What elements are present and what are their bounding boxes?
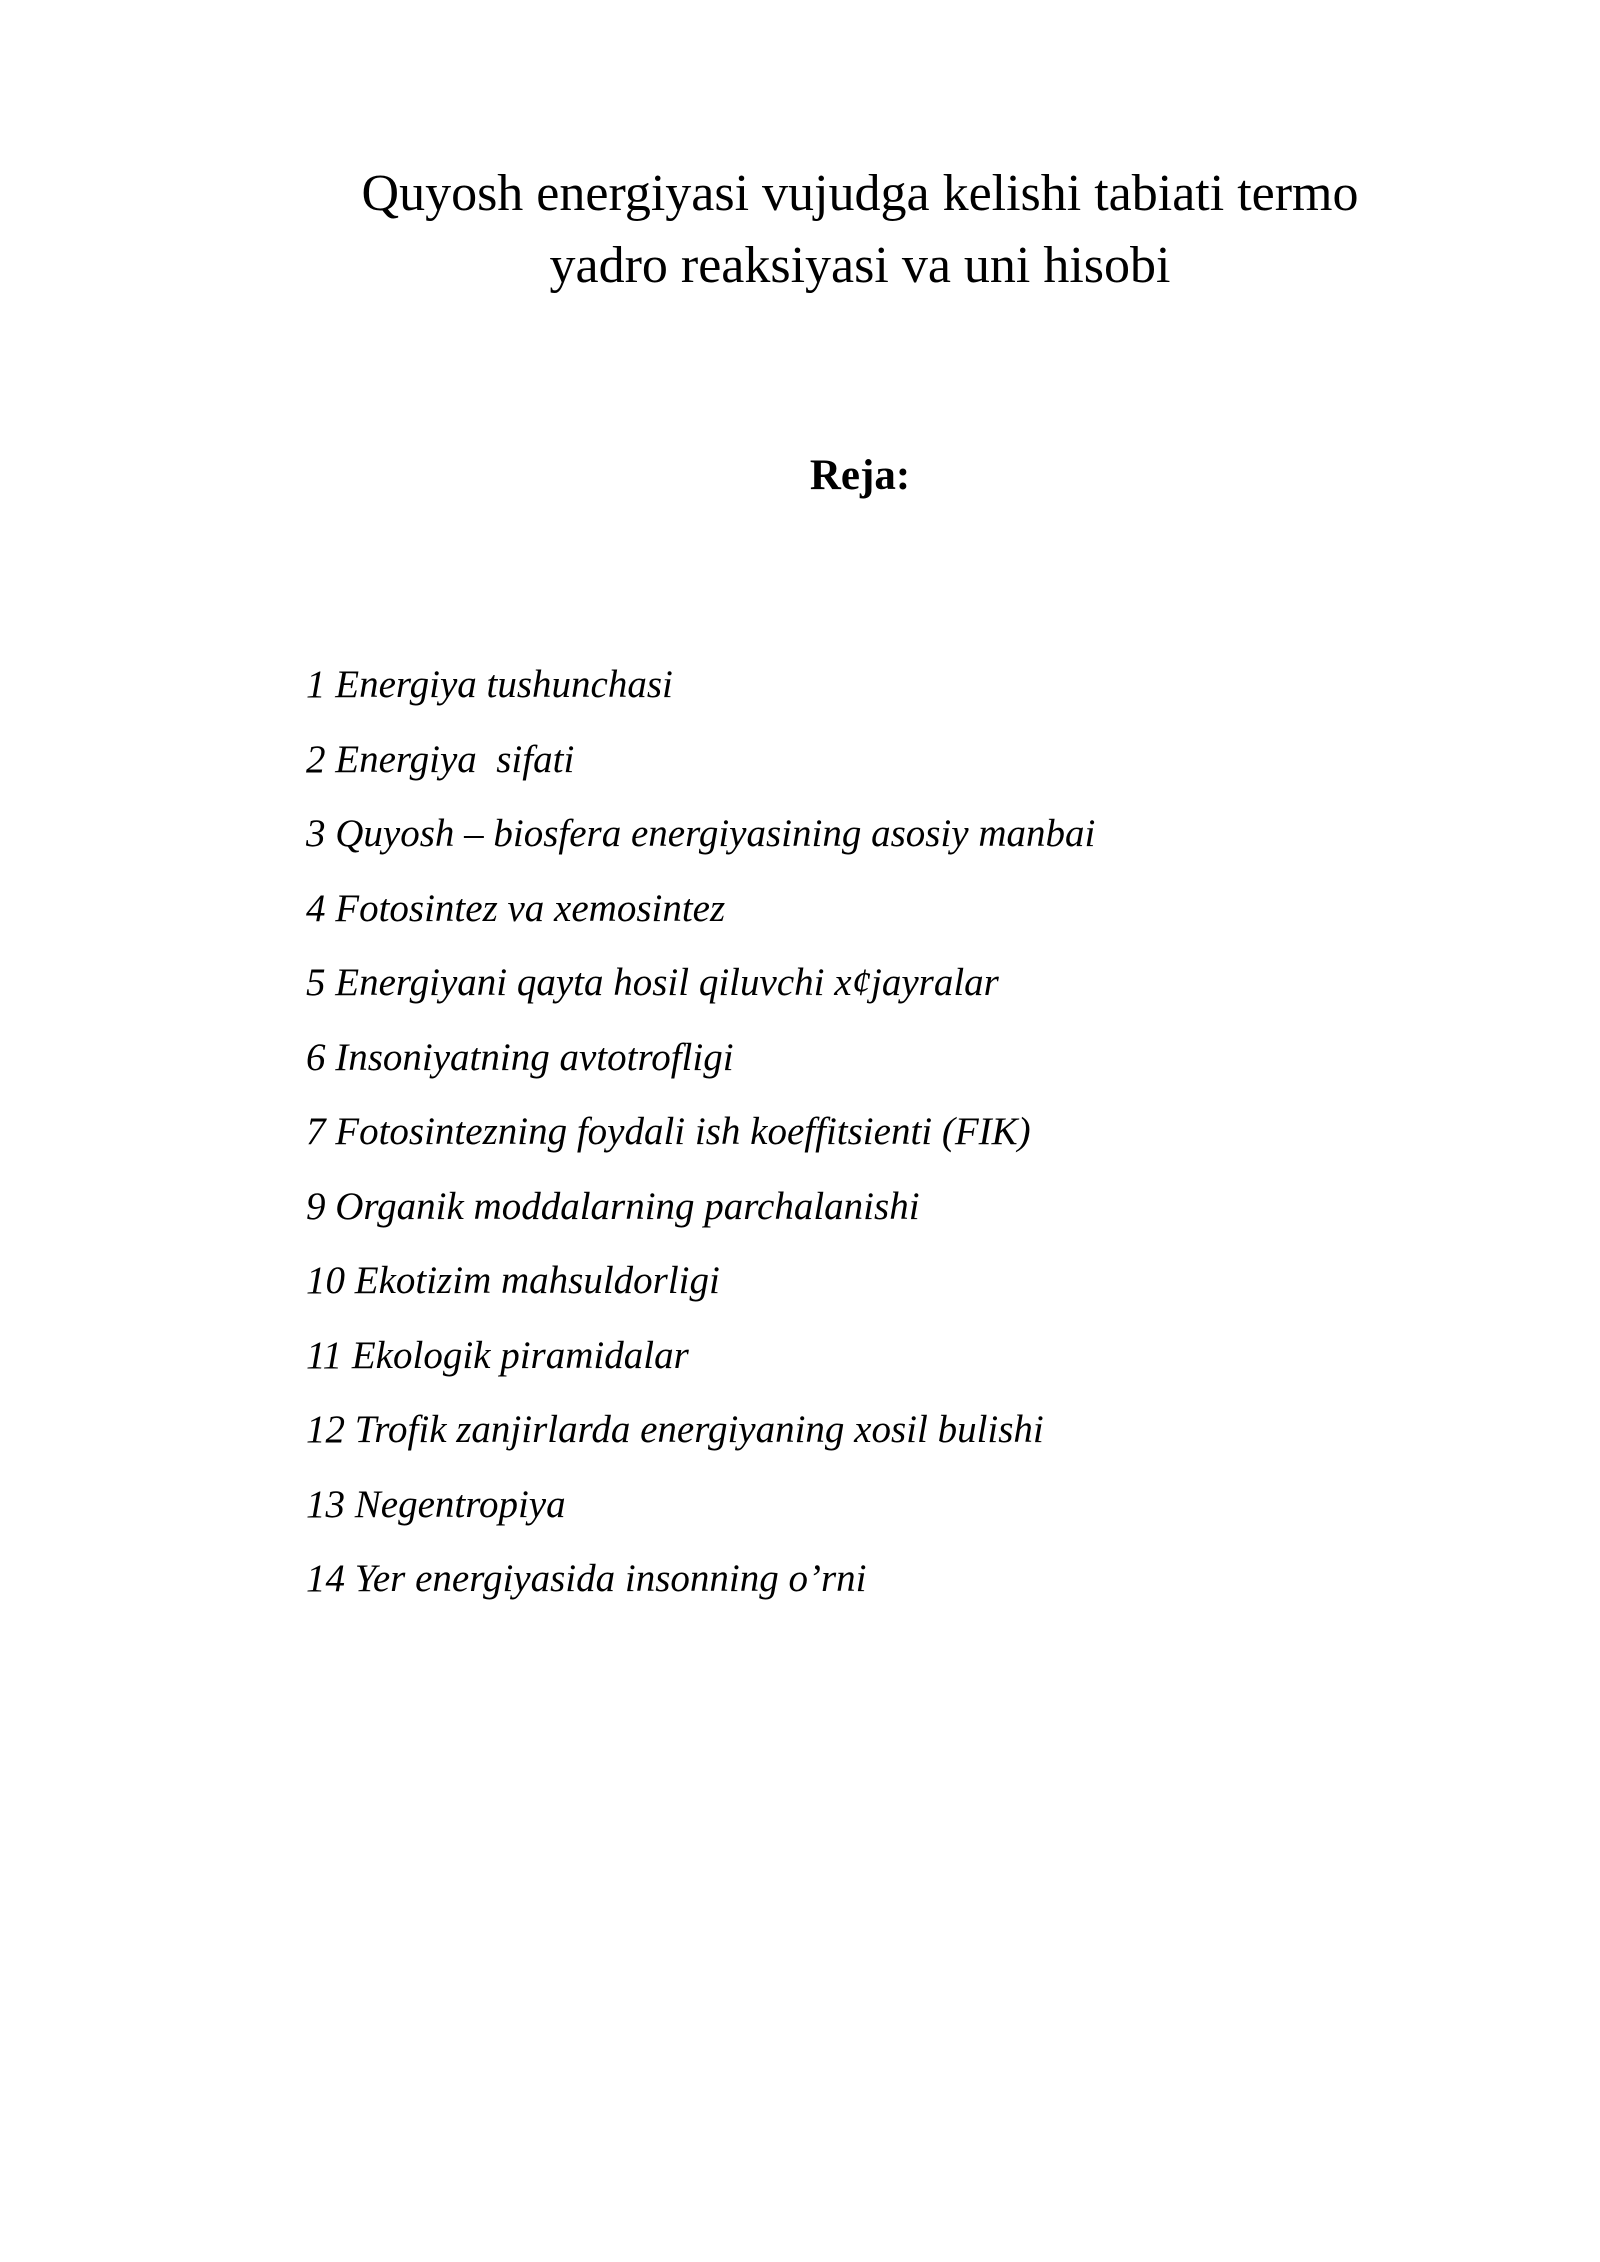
document-title-line-2: yadro reaksiyasi va uni hisobi [549,237,1171,294]
plan-item: 2 Energiya sifati [306,737,575,781]
document-title [260,158,1460,302]
plan-list [306,648,1095,1617]
plan-item: 4 Fotosintez va xemosintez [306,886,726,930]
plan-item: 1 Energiya tushunchasi [306,663,673,706]
plan-item: 13 Negentropiya [306,1482,566,1526]
document-title-line-1: Quyosh energiyasi vujudga kelishi tabiati termo [361,165,1359,222]
plan-item: 7 Fotosintezning foydali ish koeffitsienti (FIK) [306,1110,1031,1153]
plan-item: 12 Trofik zanjirlarda energiyaning xosil bulishi [306,1408,1044,1451]
plan-item: 6 Insoniyatning avtotrofligi [306,1035,734,1079]
plan-item: 11 Ekologik piramidalar [306,1333,689,1377]
plan-item: 9 Organik moddalarning parchalanishi [306,1184,920,1228]
plan-heading: Reja: [809,452,911,499]
plan-item: 10 Ekotizim mahsuldorligi [306,1259,720,1302]
plan-item: 14 Yer energiyasida insonning o’rni [306,1557,867,1600]
plan-item: 5 Energiyani qayta hosil qiluvchi x¢jayralar [306,961,999,1004]
plan-item: 3 Quyosh – biosfera energiyasining asosiy manbai [306,812,1096,855]
